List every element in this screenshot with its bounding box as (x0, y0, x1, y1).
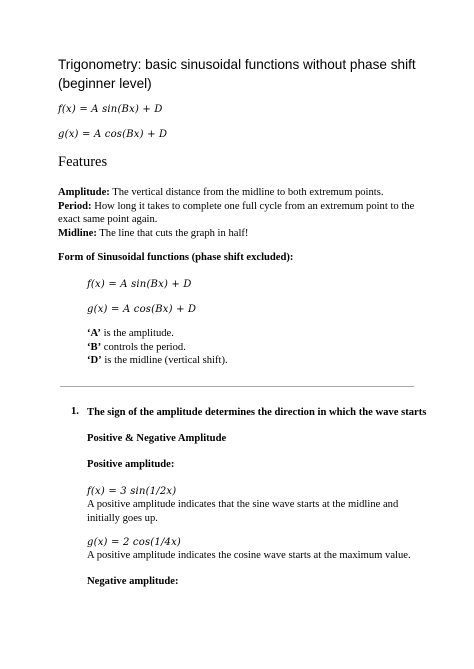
features-heading: Features (58, 154, 108, 170)
feature-period (58, 200, 420, 227)
list-number: 1. (71, 406, 79, 417)
equation-f: f(x) = A sin(Bx) + D (58, 104, 163, 115)
parameter-term: ‘B’ (87, 341, 102, 353)
form-heading: Form of Sinusoidal functions (phase shift excluded): (58, 252, 294, 263)
form-equation-g: g(x) = A cos(Bx) + D (87, 304, 197, 315)
positive-sine-equation: f(x) = 3 sin(1/2x) (87, 486, 177, 497)
equation-g: g(x) = A cos(Bx) + D (58, 129, 168, 140)
features-list (58, 186, 420, 240)
feature-text: The line that cuts the graph in half! (96, 227, 249, 239)
amplitude-subheading: Positive & Negative Amplitude (87, 433, 227, 444)
feature-amplitude (58, 186, 420, 200)
parameter-text: is the amplitude. (100, 328, 174, 339)
positive-cosine-text: A positive amplitude indicates the cosine wave starts at the maximum value. (87, 550, 411, 561)
feature-text: The vertical distance from the midline to both extremum points. (109, 187, 384, 198)
feature-text: How long it takes to complete one full cycle from an extremum point to the exact same point again. (58, 200, 415, 226)
positive-sine-text: A positive amplitude indicates that the sine wave starts at the midline and initially goes up. (87, 499, 399, 524)
parameter-text: is the midline (vertical shift). (101, 355, 228, 367)
document-title: Trigonometry: basic sinusoidal functions without phase shift (beginner level) (58, 57, 416, 91)
positive-amplitude-label: Positive amplitude: (87, 459, 175, 470)
section-divider (60, 386, 414, 387)
parameter-term: ‘D’ (87, 355, 102, 367)
parameter-term: ‘A’ (87, 328, 101, 339)
feature-term: Amplitude: (58, 187, 110, 198)
parameter-a (87, 327, 228, 341)
parameter-list (87, 327, 228, 368)
feature-midline (58, 227, 420, 241)
parameter-b (87, 341, 228, 355)
form-equation-f: f(x) = A sin(Bx) + D (87, 279, 192, 290)
feature-term: Period: (58, 200, 92, 212)
item1-heading: The sign of the amplitude determines the direction in which the wave starts (87, 407, 427, 418)
positive-cosine-equation: g(x) = 2 cos(1/4x) (87, 537, 182, 548)
feature-term: Midline: (58, 227, 97, 239)
parameter-text: controls the period. (101, 341, 186, 353)
parameter-d (87, 354, 228, 368)
negative-amplitude-label: Negative amplitude: (87, 576, 179, 587)
